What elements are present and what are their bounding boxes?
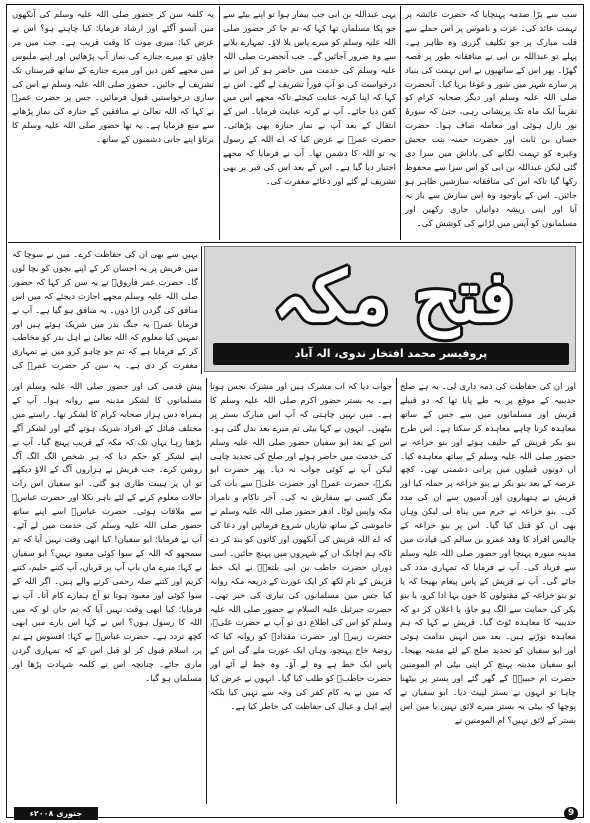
lower-column-middle	[210, 380, 392, 804]
article-byline: پروفیسر محمد افتخار ندوی، الہ آباد	[294, 347, 488, 360]
paragraph: جواب دیا کہ اب مشرک ہیں اور مشرک نجس ہوتا ہے۔ یہ بستر حضور اکرم صلی اللہ علیہ وسلم کا ہے۔ میں نہیں چاہتی کہ آپ اس مبارک بستر پر بیٹھیں۔ انہوں نے کہا بیٹی تم میرے بعد بدل گئی ہو۔ اس کے بعد ابو سفیان حضور صلی اللہ علیہ وسلم کی خدمت میں حاضر ہوئے اور صلح کی تجدید چاہی لیکن آپ نے کوئی جواب نہ دیا۔ پھر حضرت ابو بکرؓ، حضرت عمرؓ اور حضرت علیؓ سے بات کی مگر کسی نے سفارش نہ کی۔ آخر ناکام و نامراد مکہ واپس لوٹا۔ ادھر حضور صلی اللہ علیہ وسلم نے خاموشی کے ساتھ تیاریاں شروع فرمائیں اور دعا کی کہ اے اللہ قریش کی آنکھوں اور کانوں کو بند کر دے تاکہ ہم اچانک ان کے شہروں میں پہنچ جائیں۔ اسی دوران حضرت حاطب بن ابی بلتعہؓ نے ایک خط قریش کے نام لکھ کر ایک عورت کے ذریعہ مکہ روانہ کیا جس میں مسلمانوں کی تیاری کی خبر تھی۔ حضرت جبرئیل علیہ السلام نے حضور صلی اللہ علیہ وسلم کو اس کی اطلاع دی تو آپ نے حضرت علیؓ، حضرت زبیرؓ اور حضرت مقدادؓ کو روانہ کیا کہ روضۂ خاخ پہنچو، وہاں ایک عورت ملے گی اس کے پاس ایک خط ہے وہ لے آؤ۔ وہ خط لے آئے اور حضرت حاطبؓ کو طلب کیا گیا۔ انہوں نے عرض کیا کہ میں نے یہ کام کفر کی وجہ سے نہیں کیا بلکہ اپنے اہل و عیال کی حفاظت کی خاطر کیا ہے۔	[210, 381, 392, 711]
column-divider	[396, 378, 397, 804]
footer-label: جنوری ۲۰۰۸ء	[14, 807, 98, 820]
column-divider	[219, 6, 220, 240]
column-divider	[400, 6, 401, 240]
paragraph: یہی عبداللہ بن ابی جب بیمار ہوا تو اپنے بیٹے سے جو پکا مسلمان تھا کہا کہ تم جا کر حضور صلی اللہ علیہ وسلم کو میرے پاس بلا لاؤ۔ تمہارے بلانے سے وہ ضرور آجائیں گے۔ جب آنحضرت صلی اللہ علیہ وسلم کی خدمت میں حاضر ہو کر اس نے درخواست کی تو آپ فوراً تشریف لے گئے۔ اس نے کہا کہ اپنا کرتہ عنایت کیجئے تاکہ مجھے اس میں کفن دیا جائے۔ آپ نے کرتہ عنایت فرمایا۔ اس کے انتقال کے بعد آپ نے نماز جنازہ بھی پڑھائی۔ حضرت عمرؓ نے عرض کیا کہ اے اللہ کے رسول یہ تو اللہ کا دشمن تھا۔ آپ نے فرمایا کہ مجھے اختیار دیا گیا ہے۔ اس کے بعد اس کی قبر پر بھی تشریف لے گئے اور دعائے مغفرت کی۔	[223, 9, 396, 186]
top-column-right	[405, 8, 577, 240]
section-divider	[8, 242, 582, 243]
paragraph: سب سے بڑا صدمہ پہنچایا کہ حضرت عائشہ پر تہمت عائد کی۔ عزت و ناموس پر اس حملے سے قلب مبارک پر جو تکلیف گزری وہ ظاہر ہے۔ پہلے تو عبداللہ بن ابی نے منافقانہ طور پر قصہ گھڑا۔ پھر اس کے ساتھیوں نے اس تہمت کی بنیاد پر سارے شہر میں شور و غوغا برپا کیا۔ آنحضرت صلی اللہ علیہ وسلم اور دیگر صحابہ کرام کو تقریباً ایک ماہ تک پریشانی رہی، حتیٰ کہ سورۂ نور نازل ہوئی اور معاملہ صاف ہوا۔ حضرت حسان بن ثابت اور حضرت حمنہ بنت جحش وغیرہ کو تہمت لگانے کی پاداش میں سزا دی گئی لیکن عبداللہ بن ابی کو اس سزا سے محفوظ رکھا گیا تاکہ اس کی منافقانہ سازشیں ظاہر ہو جائیں۔ اس کے باوجود وہ اس سازش سے باز نہ آیا اور اپنی ریشہ دوانیاں جاری رکھیں اور مسلمانوں کو آپس میں لڑانے کی کوشش کی۔	[405, 9, 577, 228]
paragraph: اور ان کی حفاظت کی ذمہ داری لی۔ یہ ہے صلح حدیبیہ کے موقع پر یہ طے پایا تھا کہ دو قبیلے قریش اور مسلمانوں میں سے جس کے ساتھ معاہدہ کرنا چاہے معاہدہ کر سکتا ہے۔ اس طرح بنو بکر قریش کے حلیف ہوئے اور بنو خزاعہ نے حضور صلی اللہ علیہ وسلم کے ساتھ معاہدہ کیا۔ ان دونوں قبیلوں میں پرانی دشمنی تھی۔ کچھ عرصہ کے بعد بنو بکر نے بنو خزاعہ پر حملہ کیا اور قریش نے ہتھیاروں اور آدمیوں سے ان کی مدد کی۔ بنو خزاعہ نے حرم میں پناہ لی لیکن وہاں بھی ان کو قتل کیا گیا۔ اس پر بنو خزاعہ کے چالیس افراد کا وفد عمرو بن سالم کی قیادت میں مدینہ منورہ پہنچا اور حضور صلی اللہ علیہ وسلم سے فریاد کی۔ آپ نے فرمایا کہ تمہاری مدد کی جائے گی۔ آپ نے قریش کے پاس پیغام بھیجا کہ یا تو بنو خزاعہ کے مقتولوں کا خون بہا ادا کرو، یا بنو بکر کی حمایت سے الگ ہو جاؤ، یا اعلان کر دو کہ حدیبیہ کا معاہدہ ٹوٹ گیا۔ قریش نے کہا کہ ہم معاہدہ توڑتے ہیں۔ بعد میں انہیں ندامت ہوئی اور ابو سفیان کو تجدید صلح کے لئے مدینہ بھیجا۔ ابو سفیان مدینہ پہنچ کر اپنی بیٹی ام المومنین حضرت ام حبیبہؓ کے گھر گئے اور بستر پر بیٹھنا چاہا تو انہوں نے بستر لپیٹ دیا۔ ابو سفیان نے پوچھا کہ بیٹی یہ بستر میرے لائق نہیں یا میں اس بستر کے لائق نہیں؟ ام المومنین نے	[400, 381, 576, 725]
column-divider	[201, 246, 202, 374]
paragraph: یہ کلمہ سن کر حضور صلی اللہ علیہ وسلم کی آنکھوں میں آنسو آگئے اور ارشاد فرمایا: کیا چاہتے ہو؟ اس نے عرض کیا: میری موت کا وقت قریب ہے۔ جب میں مر جاؤں تو میرے جنازے کی نماز آپ پڑھائیں اور اپنے ملبوس میں مجھے کفن دیں اور میرے جنازے کے ساتھ قبرستان تک تشریف لے جائیں۔ حضور صلی اللہ علیہ وسلم نے اس کی ساری درخواستیں قبول فرمائیں۔ جس پر حضرت عمرؓ نے کہا کہ اللہ تعالیٰ نے منافقین کے جنازہ کی نماز پڑھانے سے منع فرمایا ہے۔ یہ تھا حضور صلی اللہ علیہ وسلم کا برتاؤ اپنے جانی دشمنوں کے ساتھ۔	[12, 9, 214, 145]
page-footer	[6, 806, 584, 822]
byline-strip	[213, 343, 569, 365]
column-divider	[206, 378, 207, 804]
paragraph: یہیں سے بھی ان کی حفاظت کرے۔ میں نے سوچا کہ میں قریش پر یہ احسان کر کے اپنے بچوں کو بچا لوں گا۔ حضرت عمر فاروقؓ نے یہ سن کر کہا کہ حضور صلی اللہ علیہ وسلم مجھے اجازت دیجئے کہ میں اس منافق کی گردن اڑا دوں۔ یہ منافق ہو گیا ہے۔ آپ نے فرمایا عمرؓ یہ جنگ بدر میں شریک ہوئے ہیں اور تمہیں کیا معلوم کہ اللہ تعالیٰ نے اہل بدر کو مخاطب کر کے فرمایا ہے کہ تم جو چاہو کرو میں نے تمہاری مغفرت کر دی ہے۔ یہ سن کر حضرت عمرؓ کی	[12, 249, 198, 371]
page-number: 9	[564, 807, 578, 820]
top-column-left	[12, 8, 214, 240]
paragraph: پیش قدمی کی اور حضور صلی اللہ علیہ وسلم اور مسلمانوں کا لشکر مدینہ سے روانہ ہوا۔ آپ کے ہمراہ دس ہزار صحابہ کرام کا لشکر تھا۔ راستے میں مختلف قبائل کے افراد شریک ہوتے گئے اور لشکر آگے بڑھتا رہا یہاں تک کہ مکہ کے قریب پہنچ گیا۔ آپ نے اپنے لشکر کو حکم دیا کہ ہر شخص الگ الگ آگ روشن کرے۔ جب قریش نے ہزاروں آگ کے الاؤ دیکھے تو ان پر ہیبت طاری ہو گئی۔ ابو سفیان اس رات حالات معلوم کرنے کے لئے باہر نکلا اور حضرت عباسؓ سے ملاقات ہوئی۔ حضرت عباسؓ اسے اپنے ساتھ حضور صلی اللہ علیہ وسلم کی خدمت میں لے آئے۔ آپ نے فرمایا: ابو سفیان! کیا ابھی وقت نہیں آیا کہ تم سمجھو کہ اللہ کے سوا کوئی معبود نہیں؟ ابو سفیان نے کہا: میرے ماں باپ آپ پر قربان، آپ کتنے حلیم، کتنے کریم اور کتنے صلہ رحمی کرنے والے ہیں۔ اگر اللہ کے سوا کوئی اور معبود ہوتا تو آج ہمارے کام آتا۔ آپ نے فرمایا: کیا ابھی وقت نہیں آیا کہ تم جان لو کہ میں اللہ کا رسول ہوں؟ اس نے کہا اس بارے میں ابھی کچھ تردد ہے۔ حضرت عباسؓ نے کہا: افسوس ہے تم پر، اسلام قبول کر لو قبل اس کے کہ تمہاری گردن ماری جائے۔ چنانچہ اس نے کلمہ شہادت پڑھا اور مسلمان ہو گیا۔	[12, 381, 202, 684]
lower-column-left	[12, 380, 202, 804]
lower-column-right	[400, 380, 576, 804]
article-title-banner	[204, 246, 576, 372]
top-column-middle	[223, 8, 396, 240]
title-side-column	[12, 248, 198, 374]
article-title: فتح مکہ	[272, 255, 514, 338]
